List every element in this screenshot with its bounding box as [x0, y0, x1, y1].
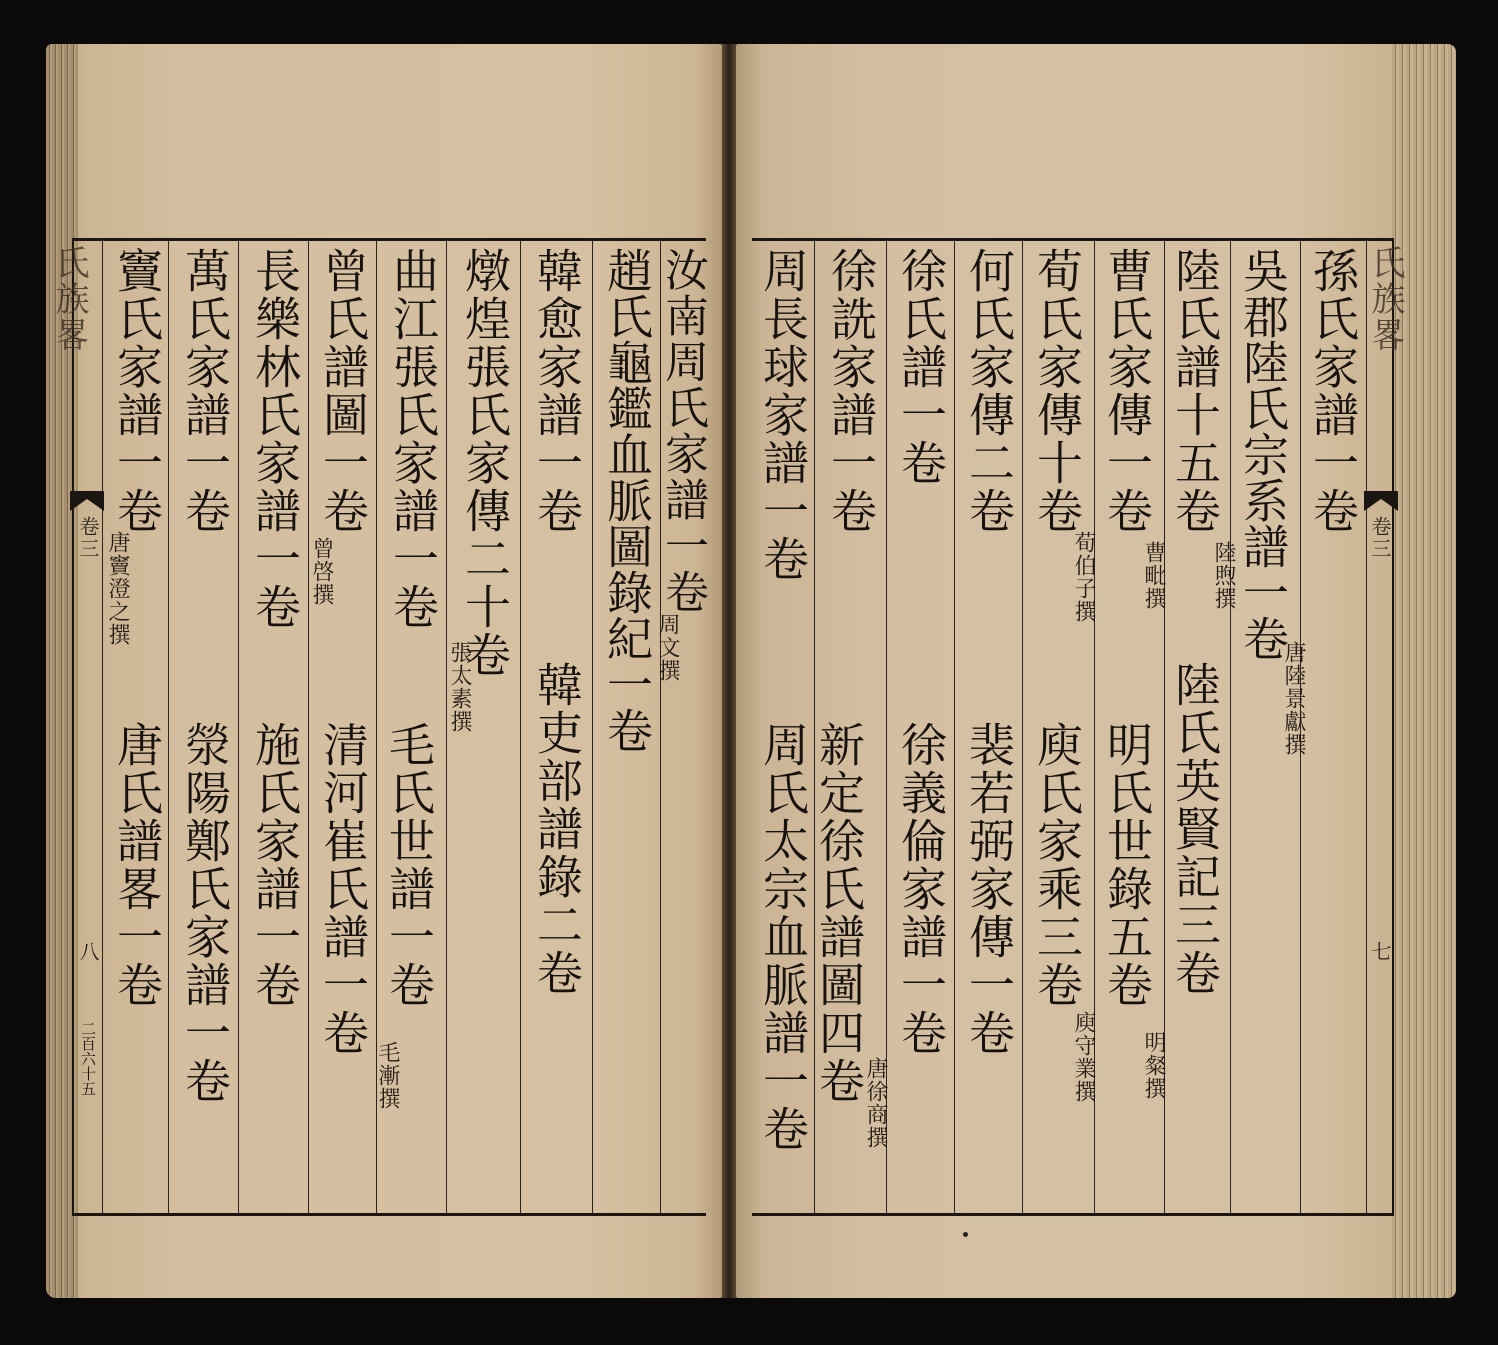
entry-lower: 陸氏英賢記三卷: [1168, 661, 1222, 997]
text-column: [655, 241, 708, 1213]
entry-lower: 徐義倫家譜一卷: [894, 721, 948, 1057]
entry-lower: 清河崔氏譜一卷: [316, 721, 370, 1057]
text-column: [954, 241, 1023, 1213]
entry-upper: 何氏家傳二卷: [962, 247, 1016, 535]
entry-note: 周文撰: [655, 613, 680, 682]
entry-lower: 新定徐氏譜圖四卷: [812, 721, 866, 1105]
text-column: [520, 241, 593, 1213]
entry-upper: 徐詵家譜一卷: [824, 247, 878, 535]
entry-upper: 陸氏譜十五卷: [1168, 247, 1222, 535]
text-column: [592, 241, 661, 1213]
text-column: [1300, 241, 1367, 1213]
entry-note: 明粲撰: [1141, 1031, 1166, 1100]
text-column: [102, 241, 169, 1213]
entry-note: 唐竇澄之撰: [105, 531, 130, 646]
entry-upper: 燉煌張氏家傳二十卷: [458, 247, 512, 679]
entry-note: 曹毗撰: [1141, 541, 1166, 610]
text-column: [1230, 241, 1306, 1213]
left-margin-page: 二百六十五: [79, 1021, 97, 1096]
entry-upper: 韓愈家譜一卷: [530, 247, 584, 535]
book-gutter: [722, 44, 736, 1298]
entry-note: 庾守業撰: [1071, 1011, 1096, 1103]
entry-note: 張太素撰: [447, 641, 472, 733]
paper-spot: [963, 1232, 968, 1237]
entry-upper: 周長球家譜一卷: [756, 247, 810, 583]
text-column: [814, 241, 887, 1213]
entry-upper: 趙氏龜鑑血脈圖錄紀一卷: [600, 247, 654, 753]
entry-upper: 長樂林氏家譜一卷: [248, 247, 302, 631]
left-margin-title: 氏族畧: [49, 245, 89, 353]
entry-lower: 唐氏譜畧一卷: [110, 721, 164, 1009]
text-column: [1022, 241, 1095, 1213]
entry-lower: 庾氏家乘三卷: [1030, 721, 1084, 1009]
entry-note: 唐陸景獻撰: [1281, 641, 1306, 756]
right-margin-leaf: 七: [1368, 941, 1392, 963]
entry-upper: 曹氏家傳一卷: [1100, 247, 1154, 535]
entry-lower: 裴若弼家傳一卷: [962, 721, 1016, 1057]
entry-upper: 曲江張氏家譜一卷: [386, 247, 440, 631]
entry-lower: 滎陽鄭氏家譜一卷: [178, 721, 232, 1105]
entry-note: 曾啓撰: [309, 537, 334, 606]
entry-upper: 曾氏譜圖一卷: [316, 247, 370, 535]
right-margin-column: [1365, 241, 1405, 1213]
entry-note: 毛漸撰: [375, 1041, 400, 1110]
text-column: [376, 241, 447, 1213]
text-column: [308, 241, 377, 1213]
entry-upper: 徐氏譜一卷: [894, 247, 948, 487]
text-column: [168, 241, 239, 1213]
entry-upper: 吳郡陸氏宗系譜一卷: [1236, 247, 1290, 661]
entry-lower: 毛氏世譜一卷: [382, 721, 436, 1009]
entry-note: 唐徐商撰: [863, 1057, 888, 1149]
fishtail-mark: [1364, 491, 1398, 511]
text-column: [886, 241, 955, 1213]
entry-upper: 孫氏家譜一卷: [1306, 247, 1360, 535]
fishtail-mark: [70, 491, 104, 511]
entry-lower: 明氏世錄五卷: [1100, 721, 1154, 1009]
entry-lower: 韓吏部譜錄二卷: [530, 661, 584, 997]
text-column: [446, 241, 521, 1213]
right-margin-title: 氏族畧: [1365, 245, 1405, 353]
entry-lower: 施氏家譜一卷: [248, 721, 302, 1009]
left-margin-leaf: 八: [76, 941, 100, 963]
text-column: [1164, 241, 1236, 1213]
entry-upper: 汝南周氏家譜一卷: [657, 247, 708, 615]
entry-lower: 周氏太宗血脈譜一卷: [756, 721, 810, 1153]
right-text-frame: [752, 238, 1405, 1216]
left-margin-volume: 卷三: [76, 516, 100, 560]
right-margin-volume: 卷三: [1368, 516, 1392, 560]
right-page-edge: [1392, 44, 1456, 1298]
entry-upper: 荀氏家傳十卷: [1030, 247, 1084, 535]
entry-upper: 竇氏家譜一卷: [110, 247, 164, 535]
text-column: [238, 241, 309, 1213]
left-text-frame: [49, 238, 708, 1216]
text-column: [1094, 241, 1165, 1213]
entry-note: 荀伯子撰: [1071, 531, 1096, 623]
entry-upper: 萬氏家譜一卷: [178, 247, 232, 535]
left-margin-column: [49, 241, 103, 1213]
text-column: [752, 241, 815, 1213]
entry-note: 陸煦撰: [1211, 541, 1236, 610]
